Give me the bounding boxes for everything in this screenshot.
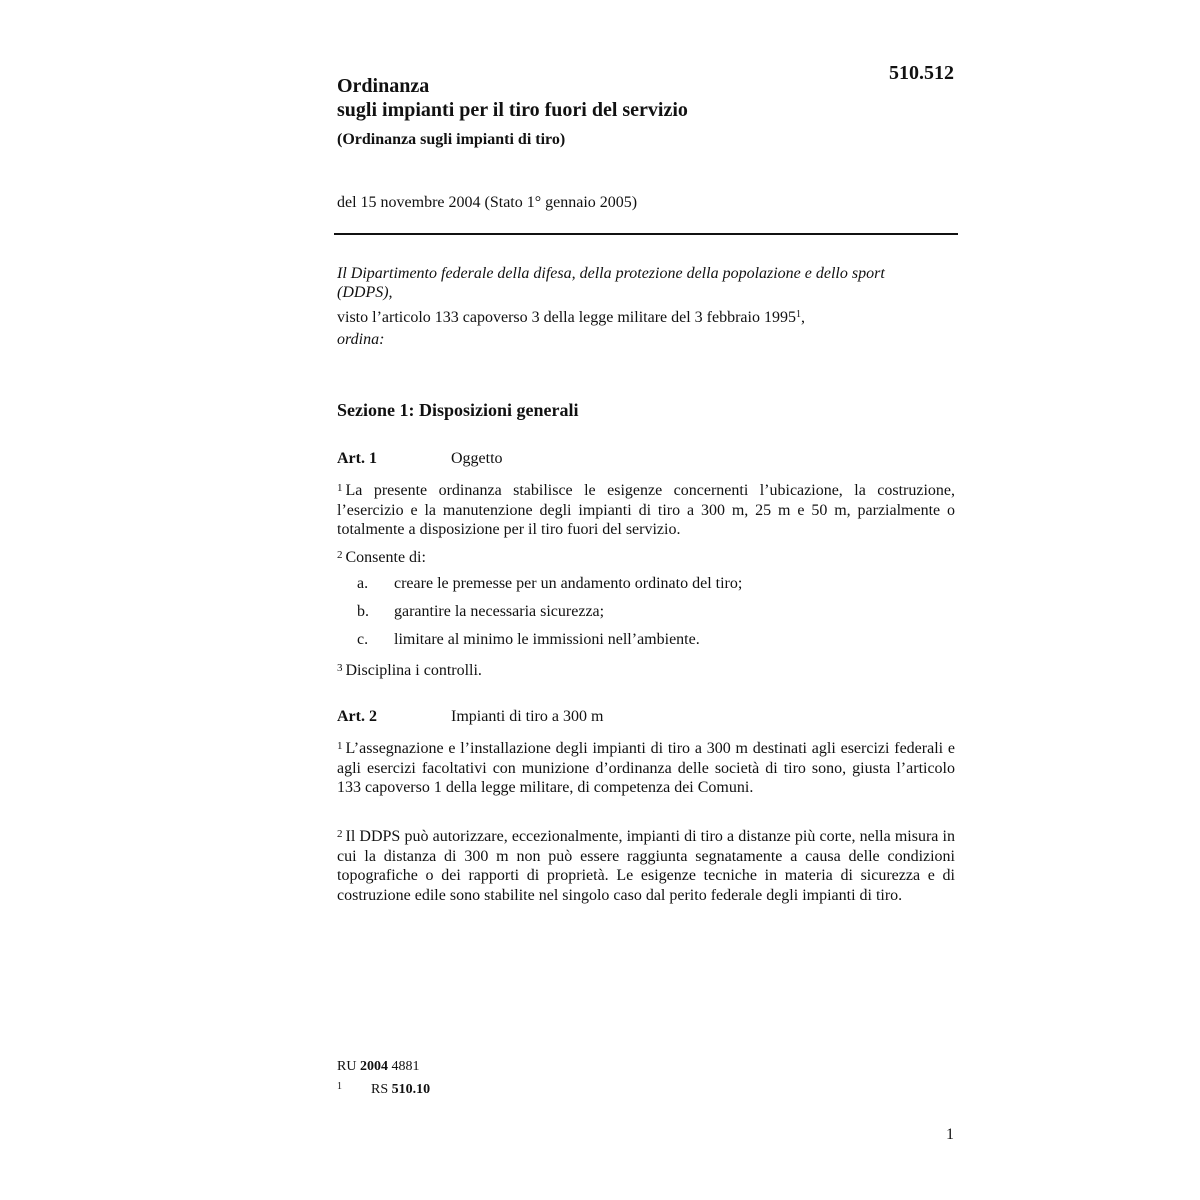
article-2-number: Art. 2 — [337, 708, 377, 725]
ru-year: 2004 — [359, 1059, 388, 1074]
list-item-letter: a. — [357, 575, 369, 592]
paragraph-text: Il DDPS può autorizzare, eccezionalmente, impianti di tiro a distanze più corte, nella misura in cui la distanza di 300 m non può essere raggiunta segnatamente a causa delle condizioni topografiche o dei rapporti di proprietà. Le esigenze tecniche in materia di sicurezza e di costruzione edile sono stabilite nel singolo caso dal perito federale degli impianti di tiro. — [337, 828, 955, 904]
paragraph-text: La presente ordinanza stabilisce le esigenze concernenti l’ubicazione, la costruzione, l’esercizio e la manutenzione degli impianti di tiro a 300 m, 25 m e 50 m, parzialmente o totalmente a disposizione per il tiro fuori del servizio. — [337, 482, 955, 538]
article-1-heading — [337, 450, 503, 468]
list-item — [357, 575, 742, 593]
preamble-visto-text: visto l’articolo 133 capoverso 3 della legge militare del 3 febbraio 1995 — [337, 309, 796, 326]
list-item-text: garantire la necessaria sicurezza; — [394, 603, 605, 620]
list-item — [357, 631, 700, 649]
list-item-letter: b. — [357, 603, 369, 620]
footnote-ref: 510.10 — [391, 1082, 431, 1097]
article-1-number: Art. 1 — [337, 450, 377, 467]
list-item-text: limitare al minimo le immissioni nell’ambiente. — [394, 631, 700, 648]
page-number: 1 — [946, 1126, 954, 1143]
title-line-1: Ordinanza — [337, 75, 430, 97]
header-divider — [334, 233, 958, 235]
footnote-prefix: RS — [371, 1082, 389, 1097]
paragraph-number: 2 — [337, 549, 343, 561]
short-title: (Ordinanza sugli impianti di tiro) — [337, 131, 566, 148]
preamble-visto-end: , — [800, 309, 805, 326]
article-2-heading — [337, 708, 603, 726]
footnote — [337, 1081, 430, 1098]
ru-prefix: RU — [337, 1059, 357, 1074]
article-2-paragraph-2 — [337, 825, 955, 905]
section-heading: Sezione 1: Disposizioni generali — [337, 400, 579, 420]
footnote-mark: 1 — [337, 1081, 342, 1092]
list-item-letter: c. — [357, 631, 369, 648]
article-2-title: Impianti di tiro a 300 m — [451, 708, 604, 725]
paragraph-number: 1 — [337, 740, 343, 752]
article-1-title: Oggetto — [451, 450, 503, 467]
ru-page: 4881 — [391, 1059, 420, 1074]
paragraph-number: 2 — [337, 828, 343, 840]
preamble-visto — [337, 308, 937, 327]
list-item — [357, 603, 604, 621]
paragraph-text: Consente di: — [345, 549, 426, 566]
article-1-paragraph-3 — [337, 659, 955, 681]
preamble-ordina: ordina: — [337, 331, 385, 348]
article-1-paragraph-1 — [337, 479, 955, 540]
date-line: del 15 novembre 2004 (Stato 1° gennaio 2005) — [337, 194, 638, 211]
paragraph-number: 3 — [337, 662, 343, 674]
article-2-paragraph-1 — [337, 737, 955, 798]
preamble — [337, 264, 937, 349]
preamble-issuer: Il Dipartimento federale della difesa, della protezione della popolazione e dello sport (DDPS), — [337, 265, 885, 301]
document-number: 510.512 — [889, 62, 954, 84]
paragraph-text: L’assegnazione e l’installazione degli impianti di tiro a 300 m destinati agli esercizi federali e agli esercizi facoltativi con munizione d’ordinanza delle società di tiro sono, giusta l’articolo 133 capoverso 1 della legge militare, di competenza dei Comuni. — [337, 740, 955, 796]
article-1-paragraph-2 — [337, 546, 955, 568]
title-line-2: sugli impianti per il tiro fuori del servizio — [337, 99, 688, 121]
paragraph-number: 1 — [337, 482, 343, 494]
official-compilation-reference — [337, 1059, 419, 1075]
list-item-text: creare le premesse per un andamento ordinato del tiro; — [394, 575, 743, 592]
paragraph-text: Disciplina i controlli. — [345, 662, 482, 679]
footnote-reference[interactable]: 1 — [795, 309, 801, 320]
